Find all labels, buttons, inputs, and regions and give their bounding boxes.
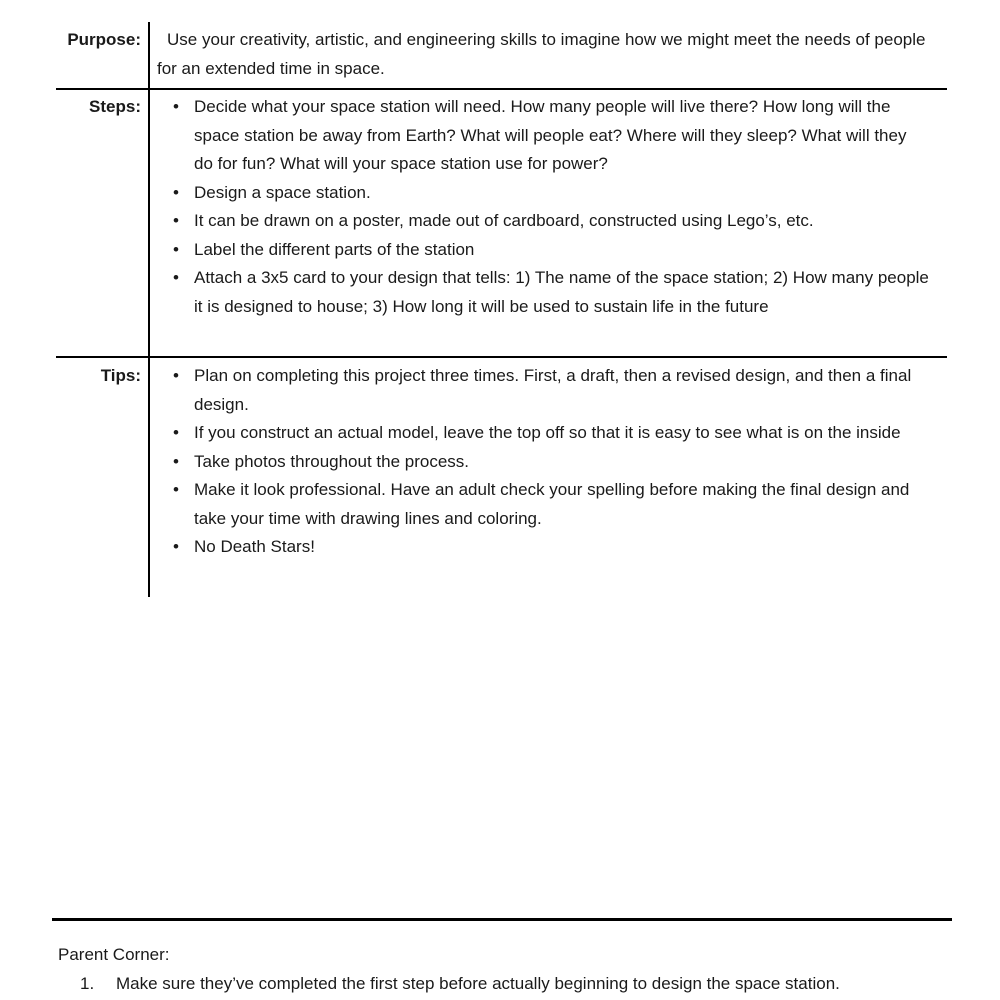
bullet-icon: • bbox=[173, 268, 179, 287]
list-item bbox=[170, 236, 930, 265]
list-item bbox=[170, 448, 930, 477]
list-item bbox=[170, 93, 930, 179]
bullet-icon: • bbox=[173, 211, 179, 230]
list-item bbox=[80, 970, 960, 998]
purpose-label: Purpose: bbox=[67, 30, 141, 49]
column-divider bbox=[148, 22, 150, 597]
bullet-icon: • bbox=[173, 537, 179, 556]
parent-corner-list bbox=[80, 970, 960, 998]
step-text: Label the different parts of the station bbox=[194, 239, 475, 259]
tip-text: Plan on completing this project three times. First, a draft, then a revised design, and then a final design. bbox=[194, 366, 912, 414]
parent-corner-title: Parent Corner: bbox=[58, 945, 170, 964]
purpose-text: Use your creativity, artistic, and engineering skills to imagine how we might meet the needs of people for an extended time in space. bbox=[157, 30, 926, 78]
divider-steps-tips bbox=[56, 356, 947, 358]
steps-list bbox=[170, 93, 930, 321]
list-item bbox=[170, 476, 930, 533]
item-number: 1. bbox=[80, 974, 95, 993]
tip-text: If you construct an actual model, leave the top off so that it is easy to see what is on the inside bbox=[194, 423, 901, 442]
list-item bbox=[170, 179, 930, 208]
step-text: Design a space station. bbox=[194, 182, 371, 202]
bullet-icon: • bbox=[173, 97, 179, 116]
tip-text: No Death Stars! bbox=[194, 537, 315, 556]
bullet-icon: • bbox=[173, 451, 179, 471]
step-text: It can be drawn on a poster, made out of cardboard, constructed using Lego’s, etc. bbox=[194, 211, 814, 230]
list-item bbox=[170, 362, 930, 419]
list-item bbox=[170, 533, 930, 562]
divider-purpose-steps bbox=[56, 88, 947, 90]
tips-label: Tips: bbox=[100, 366, 141, 385]
list-item bbox=[170, 419, 930, 448]
bullet-icon: • bbox=[173, 423, 179, 442]
bullet-icon: • bbox=[173, 366, 179, 385]
parent-corner-text: Make sure they’ve completed the first step before actually beginning to design the space station. bbox=[116, 974, 840, 993]
list-item bbox=[170, 264, 930, 321]
step-text: Decide what your space station will need. How many people will live there? How long will the space station be away from Earth? What will people eat? Where will they sleep? What will they do for fun? What will your space station use for power? bbox=[194, 97, 907, 173]
bullet-icon: • bbox=[173, 480, 179, 499]
bullet-icon: • bbox=[173, 182, 179, 202]
tip-text: Take photos throughout the process. bbox=[194, 451, 470, 471]
section-divider bbox=[52, 918, 952, 921]
tip-text: Make it look professional. Have an adult check your spelling before making the final design and take your time with drawing lines and coloring. bbox=[194, 480, 910, 528]
steps-label: Steps: bbox=[89, 97, 141, 116]
bullet-icon: • bbox=[173, 239, 179, 259]
step-text: Attach a 3x5 card to your design that tells: 1) The name of the space station; 2) How many people it is designed to house; 3) How long it will be used to sustain life in the future bbox=[194, 268, 929, 316]
list-item bbox=[170, 207, 930, 236]
tips-list bbox=[170, 362, 930, 562]
